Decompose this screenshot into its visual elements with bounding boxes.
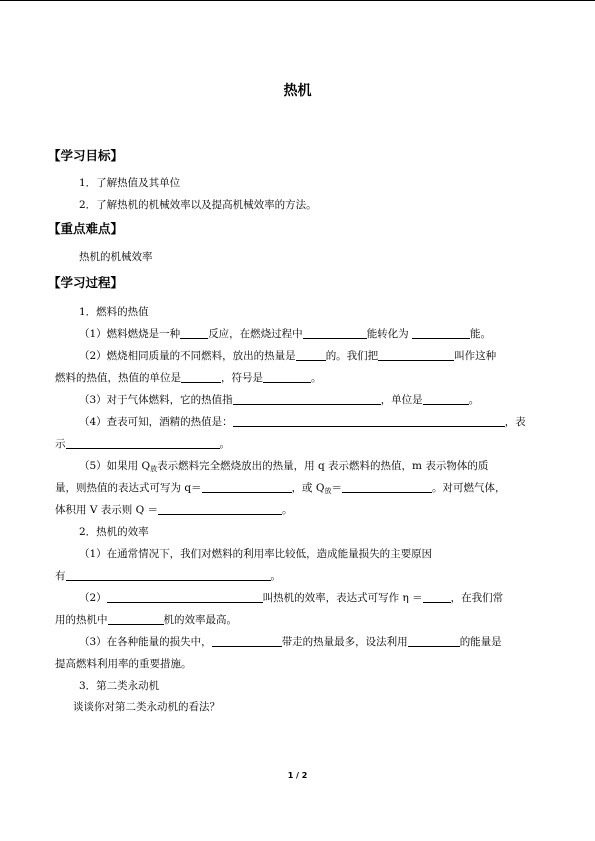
page-number: 1 / 2 (287, 771, 308, 780)
part1-q5-line1: （5）如果用 $Q_放$表示燃料完全燃烧放出的热量，用 q 表示燃料的热值，m 表示物体的质 (79, 460, 489, 473)
part2-q3-line1: （3）在各种能量的损失中， 带走的热量最多，设法利用 的能量是 (79, 636, 502, 648)
blank[interactable] (233, 393, 381, 405)
key-points-text: 热机的机械效率 (79, 251, 153, 263)
part1-q4-line2: 示 。 (55, 438, 230, 450)
part1-q1: （1）燃料燃烧是一种 反应，在燃烧过程中 能转化为 能。 (79, 328, 492, 340)
blank[interactable] (263, 371, 311, 383)
blank[interactable] (342, 481, 432, 493)
part1-q4-line1: （4）查表可知，酒精的热值是： ，表 (79, 416, 526, 428)
part1-heading: 1．燃料的热值 (79, 306, 149, 318)
part1-q2-line2: 燃料的热值，热值的单位是 ，符号是 。 (55, 372, 322, 384)
part2-q2-line1: （2） 叫热机的效率，表达式可写作 η ＝ ，在我们常 (79, 592, 504, 604)
part1-q5-line3: 体积用 V 表示则 Q ＝ 。 (55, 504, 293, 516)
part2-heading: 2．热机的效率 (79, 526, 149, 538)
blank[interactable] (108, 613, 164, 625)
blank[interactable] (303, 327, 367, 339)
blank[interactable] (202, 481, 292, 493)
process-heading: 【学习过程】 (48, 275, 124, 290)
blank[interactable] (412, 327, 470, 339)
blank[interactable] (423, 393, 469, 405)
blank[interactable] (423, 591, 451, 603)
blank[interactable] (180, 327, 208, 339)
part3-heading: 3．第二类永动机 (79, 680, 160, 692)
page-title: 热机 (283, 83, 312, 99)
objective-item-2: 2．了解热机的机械效率以及提高机械效率的方法。 (79, 199, 317, 211)
blank[interactable] (107, 591, 263, 603)
blank[interactable] (296, 349, 326, 361)
blank[interactable] (181, 371, 221, 383)
blank[interactable] (233, 415, 505, 427)
blank[interactable] (66, 437, 220, 449)
blank[interactable] (158, 503, 282, 515)
objectives-heading: 【学习目标】 (48, 148, 124, 163)
blank[interactable] (378, 349, 454, 361)
objective-item-1: 1．了解热值及其单位 (79, 177, 181, 189)
part2-q3-line2: 提高燃料利用率的重要措施。 (55, 658, 192, 670)
part2-q1-line2: 有 。 (55, 570, 281, 582)
key-points-heading: 【重点难点】 (48, 221, 124, 236)
part2-q1-line1: （1）在通常情况下，我们对燃料的利用率比较低，造成能量损失的主要原因 (79, 548, 433, 560)
blank[interactable] (408, 635, 460, 647)
part1-q5-line2: 量，则热值的表达式可写为 q＝ ，或 $Q_放=$ 。对可燃气体， (55, 482, 506, 495)
blank[interactable] (212, 635, 282, 647)
part3-text: 谈谈你对第二类永动机的看法？ (73, 701, 220, 713)
blank[interactable] (66, 569, 271, 581)
part2-q2-line2: 用的热机中 机的效率最高。 (55, 614, 237, 626)
header-rule (0, 0, 595, 1)
part1-q3: （3）对于气体燃料，它的热值指 ，单位是 。 (79, 394, 480, 406)
part1-q2-line1: （2）燃烧相同质量的不同燃料，放出的热量是 的。我们把 叫作这种 (79, 350, 497, 362)
